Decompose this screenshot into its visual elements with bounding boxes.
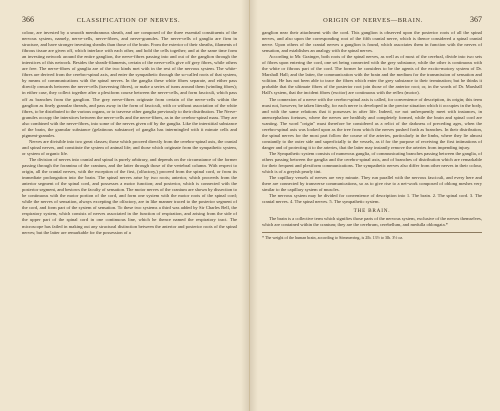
right-page-number: 367: [470, 15, 482, 24]
paragraph: The nervous system may be divided for convenience of description into 1. The brain. 2. The spinal cord. 3. The cranial nerves. 4. The spinal nerves. 5. The sympathetic system.: [262, 193, 482, 205]
section-heading: THE BRAIN.: [353, 208, 391, 215]
paragraph: ganglion near their attachment with the cord. This ganglion is observed upon the posterior roots of all the spinal nerves, and also upon the corresponding root of the fifth cranial nerve, which is thence considered a spinal cranial nerve. Upon others of the cranial nerves a ganglion is found, which associates them in function with the nerves of sensation, and establishes an analogy with the spinal nerves.: [262, 30, 482, 54]
paragraph: The Sympathetic system consists of numerous ganglia, of communicating branches passing between the ganglia, of others passing between the ganglia and the cerebro-spinal axis, and of branches of distribution which are remarkable for their frequent and plexiform communications. The sympathetic nerves also differ from other nerves in their colour, which is of a greyish pearly tint.: [262, 150, 482, 175]
paragraph: colour, are invested by a smooth membranous sheath, and are composed of the three essential constituents of the nervous system, namely, nerve-cells, nerve-fibres, and nerve-granules. The nerve-cells of ganglia are firm in structure, and have stronger investing sheaths than those of the brain. From the exterior of their sheaths, filaments of fibrous tissue are given off, which interlace with each other, and hold the cells together; and at the same time form an investing network around the entire ganglion, the nerve-fibres passing into and out of the ganglion through the interstices of this network. Besides the sheath-filaments, certain of the nerve-cells give off grey fibres, while others are free. The nerve-fibres of ganglia are of the two kinds met with in the rest of the nervous system. The white-fibres are derived from the cerebro-spinal axis, and enter the sympathetic through the so-called roots of that system, by means of communications with the spinal nerves. In the ganglia these white fibres separate, and either pass directly onwards between the nerve-cells (traversing fibres), or make a series of turns around them (winding fibres); in either case, they collect together after a plexiform course between the nerve-cells, and form fasciculi, which pass off as branches from the ganglion. The grey nerve-fibres originate from certain of the nerve-cells within the ganglion as finely granular threads, and pass away in the form of fasciculi, with or without association of the white fibres, to be distributed to the various organs, or to traverse other ganglia previously to their distribution. The Nerve-granules occupy the interstices between the nerve-cells and the nerve-fibres, as in the cerebro-spinal mass. They are also combined with the nerve-fibres, into some of the nerves given off by the ganglia. Like the interstitial substance of the brain, the granular substance (gelatinous substance) of ganglia has intermingled with it minute cells and pigment-granules.: [22, 30, 237, 138]
paragraph: The division of nerves into cranial and spinal is purely arbitrary, and depends on the circumstance of the former passing through the foramina of the cranium, and the latter through those of the vertebral column. With respect to origin, all the cranial nerves, with the exception of the first, (olfactory,) proceed from the spinal cord, or from its immediate prolongation into the brain. The spinal nerves arise by two roots; anterior, which proceeds from the anterior segment of the spinal cord, and possesses a motor function; and posterior, which is connected with the posterior segment, and bestows the faculty of sensation. The motor nerves of the cranium are shown by dissection to be continuous with the motor portion of the cord, and form one system with the motor roots of the spinal cord; while the nerves of sensation, always excepting the olfactory, are in like manner traced to the posterior segment of the cord, and form part of the system of sensation. To these two systems a third was added by Sir Charles Bell, the respiratory system, which consists of nerves associated in the function of respiration, and arising from the side of the upper part of the spinal cord in one continuous line, which he thence named the respiratory tract. The microscope has failed in making out any structural distinction between the anterior and posterior roots of the spinal nerves; but the latter are remarkable for the possession of a: [22, 156, 237, 235]
paragraph: The capillary vessels of nerves are very minute. They run parallel with the nervous fasciculi, and every here and there are connected by transverse communications, so as to give rise to a net-work composed of oblong meshes very similar to the capillary system of muscles.: [262, 175, 482, 193]
gutter-shadow: [241, 0, 249, 411]
paragraph: Nerves are divisible into two great classes; those which proceed directly from the cerebro-spinal axis, the cranial and spinal nerves, and constitute the system of animal life; and those which originate from the sympathetic system, or system of organic life.: [22, 138, 237, 156]
paragraph: The connexion of a nerve with the cerebro-spinal axis is called, for convenience of description, its origin; this term must not, however, be taken literally, for each nerve is developed in the precise situation which it occupies in the body, and with the same relations that it possesses in after life. Indeed, we not unfrequently meet with instances, in anencephalous foetuses, where the nerves are healthily and completely formed, while the brain and spinal cord are wanting. The word "origin" must therefore be considered as a relict of the darkness of preceding ages, when the cerebro-spinal axis was looked upon as the tree from which the nerves pushed forth as branches. In their distribution, the spinal nerves for the most part follow the course of the arteries, particularly in the limbs, where they lie almost constantly to the outer side and superficially to the vessels, as if for the purpose of receiving the first intimations of danger and of protecting it to the arteries, that the latter may instantly remove the arteries from impending injury.: [262, 96, 482, 150]
left-body-text: [22, 30, 237, 236]
right-running-title: ORIGIN OF NERVES—BRAIN.: [323, 17, 423, 24]
left-running-title: CLASSIFICATION OF NERVES.: [76, 17, 181, 24]
footnote: * The weight of the human brain, according to Sömmerring, is 2lb. 13½ to 3lb. 3½ oz.: [262, 232, 482, 240]
right-body-text: [262, 30, 482, 240]
right-running-head: [262, 16, 482, 25]
left-page-number: 366: [22, 15, 34, 24]
paragraph: According to Mr. Grainger, both roots of the spinal nerves, as well as of most of the cerebral, divide into two sets of fibres upon entering the cord, one set being connected with the grey substance, while the other is continuous with the white or fibrous part of the cord. The former he considers to be the agents of the excito-motory system of Dr. Marshall Hall; and the latter, the communication with the brain and the medium for the transmission of sensation and volition. He has not been able to trace the fibres which enter the grey substance to their termination; but he thinks it probable that the ultimate fibres of the posterior root join those of the anterior root; or, in the words of Dr. Marshall Hall's system, that the incident fibres (excitor) are continuous with the reflex (motor).: [262, 54, 482, 96]
gutter-shadow: [250, 0, 258, 411]
left-running-head: [22, 16, 237, 25]
paragraph: The brain is a collective term which signifies those parts of the nervous system, exclusive of the nerves themselves, which are contained within the cranium; they are the cerebrum, cerebellum, and medulla oblongata.*: [262, 216, 482, 228]
right-page: [250, 0, 500, 411]
